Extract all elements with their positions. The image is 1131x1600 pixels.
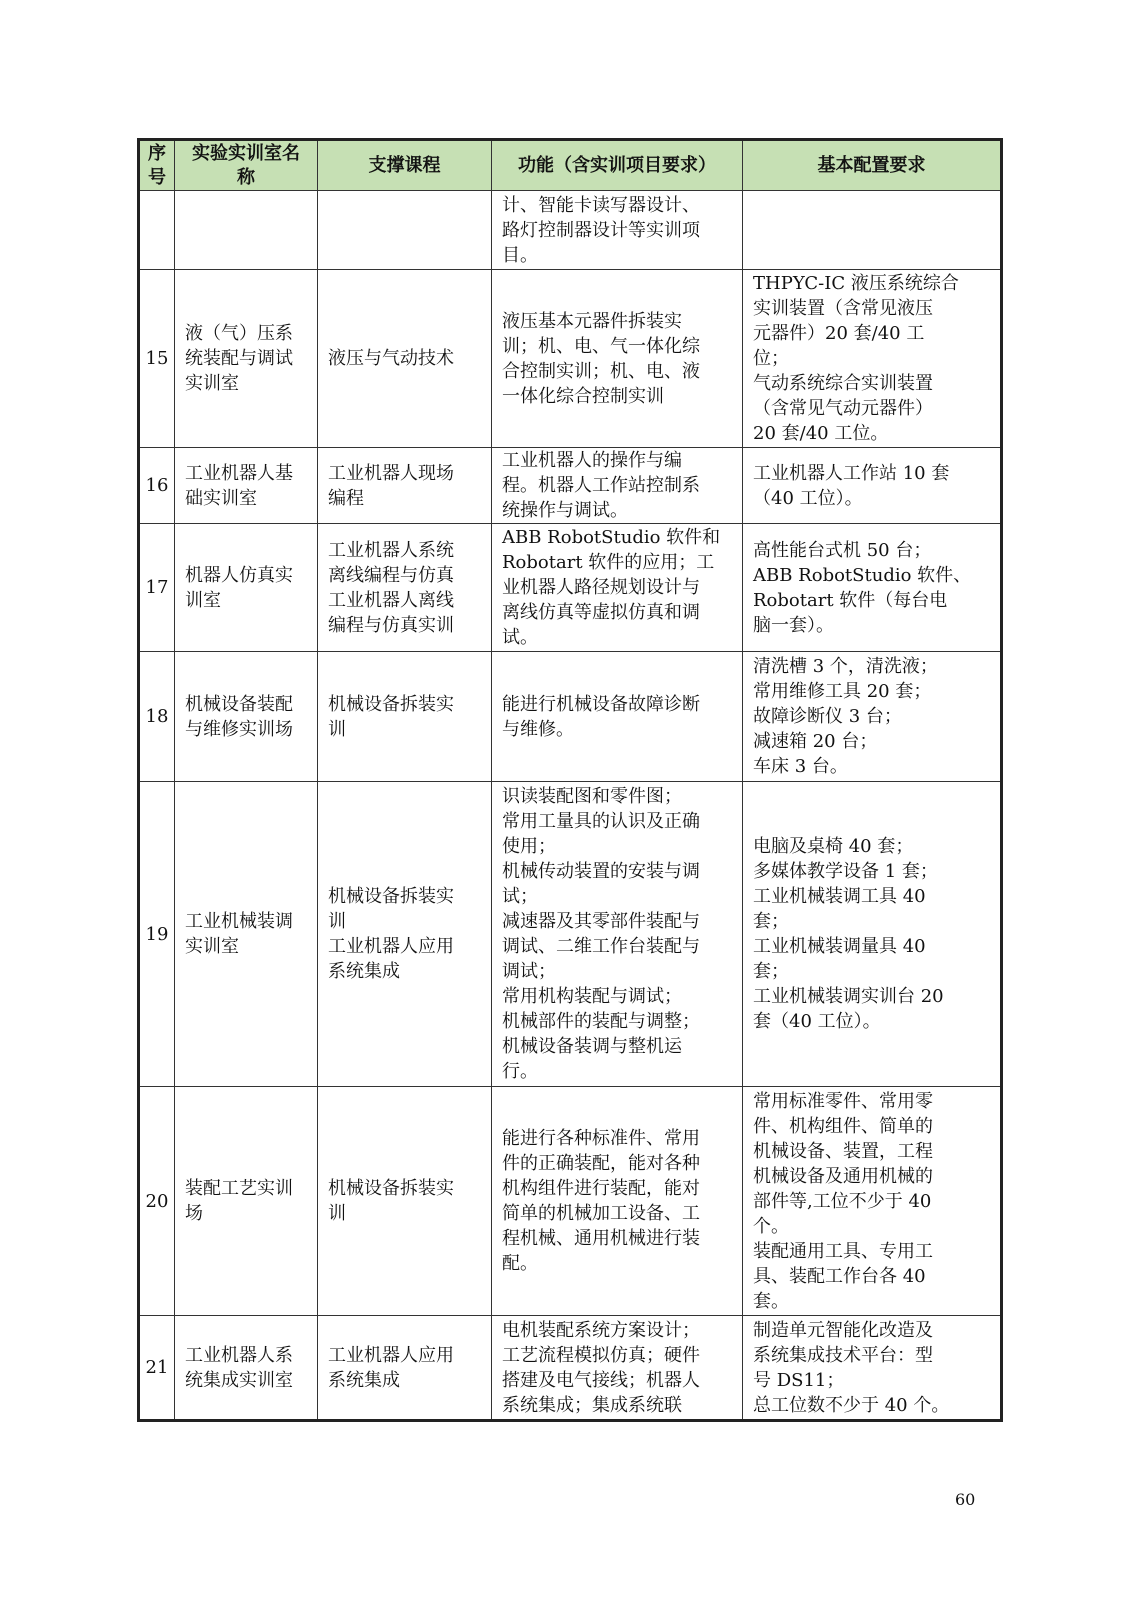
table-header-row [139, 140, 1002, 191]
table-row [139, 448, 1002, 524]
row-room-name: 装配工艺实训 场 [175, 1087, 318, 1316]
row-serial-no: 16 [139, 448, 175, 524]
row-room-name: 工业机器人基 础实训室 [175, 448, 318, 524]
table-row [139, 270, 1002, 448]
row-serial-no: 21 [139, 1316, 175, 1421]
row-config: 高性能台式机 50 台； ABB RobotStudio 软件、 Robotart 软件（每台电 脑一套）。 [743, 524, 1002, 652]
row-function: 液压基本元器件拆装实 训；机、电、气一体化综 合控制实训；机、电、液 一体化综合控制实训 [492, 270, 743, 448]
row-room-name: 机械设备装配 与维修实训场 [175, 652, 318, 782]
row-course: 工业机器人系统 离线编程与仿真 工业机器人离线 编程与仿真实训 [318, 524, 492, 652]
row-room-name: 机器人仿真实 训室 [175, 524, 318, 652]
row-course: 工业机器人应用 系统集成 [318, 1316, 492, 1421]
row-function: 工业机器人的操作与编 程。机器人工作站控制系 统操作与调试。 [492, 448, 743, 524]
header-room-name: 实验实训室名 称 [175, 140, 318, 191]
row-room-name: 液（气）压系 统装配与调试 实训室 [175, 270, 318, 448]
row-serial-no: 20 [139, 1087, 175, 1316]
row-room-name [175, 191, 318, 270]
table-row [139, 782, 1002, 1087]
row-config: 常用标准零件、常用零 件、机构组件、简单的 机械设备、装置，工程 机械设备及通用机械的 部件等,工位不少于 40 个。 装配通用工具、专用工 具、装配工作台各 40 套。 [743, 1087, 1002, 1316]
equipment-table [137, 138, 1003, 1422]
row-function: ABB RobotStudio 软件和 Robotart 软件的应用；工 业机器人路径规划设计与 离线仿真等虚拟仿真和调 试。 [492, 524, 743, 652]
table-row [139, 652, 1002, 782]
row-serial-no: 18 [139, 652, 175, 782]
row-config: 清洗槽 3 个，清洗液； 常用维修工具 20 套； 故障诊断仪 3 台； 减速箱 20 台； 车床 3 台。 [743, 652, 1002, 782]
row-room-name: 工业机械装调 实训室 [175, 782, 318, 1087]
row-config: 工业机器人工作站 10 套 （40 工位）。 [743, 448, 1002, 524]
row-serial-no: 19 [139, 782, 175, 1087]
row-config [743, 191, 1002, 270]
row-config: 电脑及桌椅 40 套； 多媒体教学设备 1 套； 工业机械装调工具 40 套； 工业机械装调量具 40 套； 工业机械装调实训台 20 套（40 工位）。 [743, 782, 1002, 1087]
row-function: 电机装配系统方案设计； 工艺流程模拟仿真；硬件 搭建及电气接线；机器人 系统集成；集成系统联 [492, 1316, 743, 1421]
row-course: 机械设备拆装实 训 [318, 652, 492, 782]
row-room-name: 工业机器人系 统集成实训室 [175, 1316, 318, 1421]
row-function: 能进行机械设备故障诊断 与维修。 [492, 652, 743, 782]
row-course: 机械设备拆装实 训 [318, 1087, 492, 1316]
page-number: 60 [955, 1490, 976, 1509]
row-function: 能进行各种标准件、常用 件的正确装配，能对各种 机构组件进行装配，能对 简单的机械加工设备、工 程机械、通用机械进行装 配。 [492, 1087, 743, 1316]
row-serial-no: 17 [139, 524, 175, 652]
header-function: 功能（含实训项目要求） [492, 140, 743, 191]
header-course: 支撑课程 [318, 140, 492, 191]
row-course: 机械设备拆装实 训 工业机器人应用 系统集成 [318, 782, 492, 1087]
row-course: 工业机器人现场 编程 [318, 448, 492, 524]
table-row [139, 1316, 1002, 1421]
table-row [139, 1087, 1002, 1316]
row-serial-no: 15 [139, 270, 175, 448]
row-course: 液压与气动技术 [318, 270, 492, 448]
row-config: 制造单元智能化改造及 系统集成技术平台：型 号 DS11； 总工位数不少于 40 个。 [743, 1316, 1002, 1421]
row-serial-no [139, 191, 175, 270]
header-config: 基本配置要求 [743, 140, 1002, 191]
row-function: 识读装配图和零件图； 常用工量具的认识及正确 使用； 机械传动装置的安装与调 试； 减速器及其零部件装配与 调试、二维工作台装配与 调试； 常用机构装配与调试； 机械部件的装配与调整； 机械设备装调与整机运 行。 [492, 782, 743, 1087]
row-config: THPYC-IC 液压系统综合 实训装置（含常见液压 元器件）20 套/40 工 位； 气动系统综合实训装置 （含常见气动元器件） 20 套/40 工位。 [743, 270, 1002, 448]
table-row [139, 524, 1002, 652]
header-serial-no: 序 号 [139, 140, 175, 191]
row-course [318, 191, 492, 270]
table-row [139, 191, 1002, 270]
row-function: 计、智能卡读写器设计、 路灯控制器设计等实训项 目。 [492, 191, 743, 270]
